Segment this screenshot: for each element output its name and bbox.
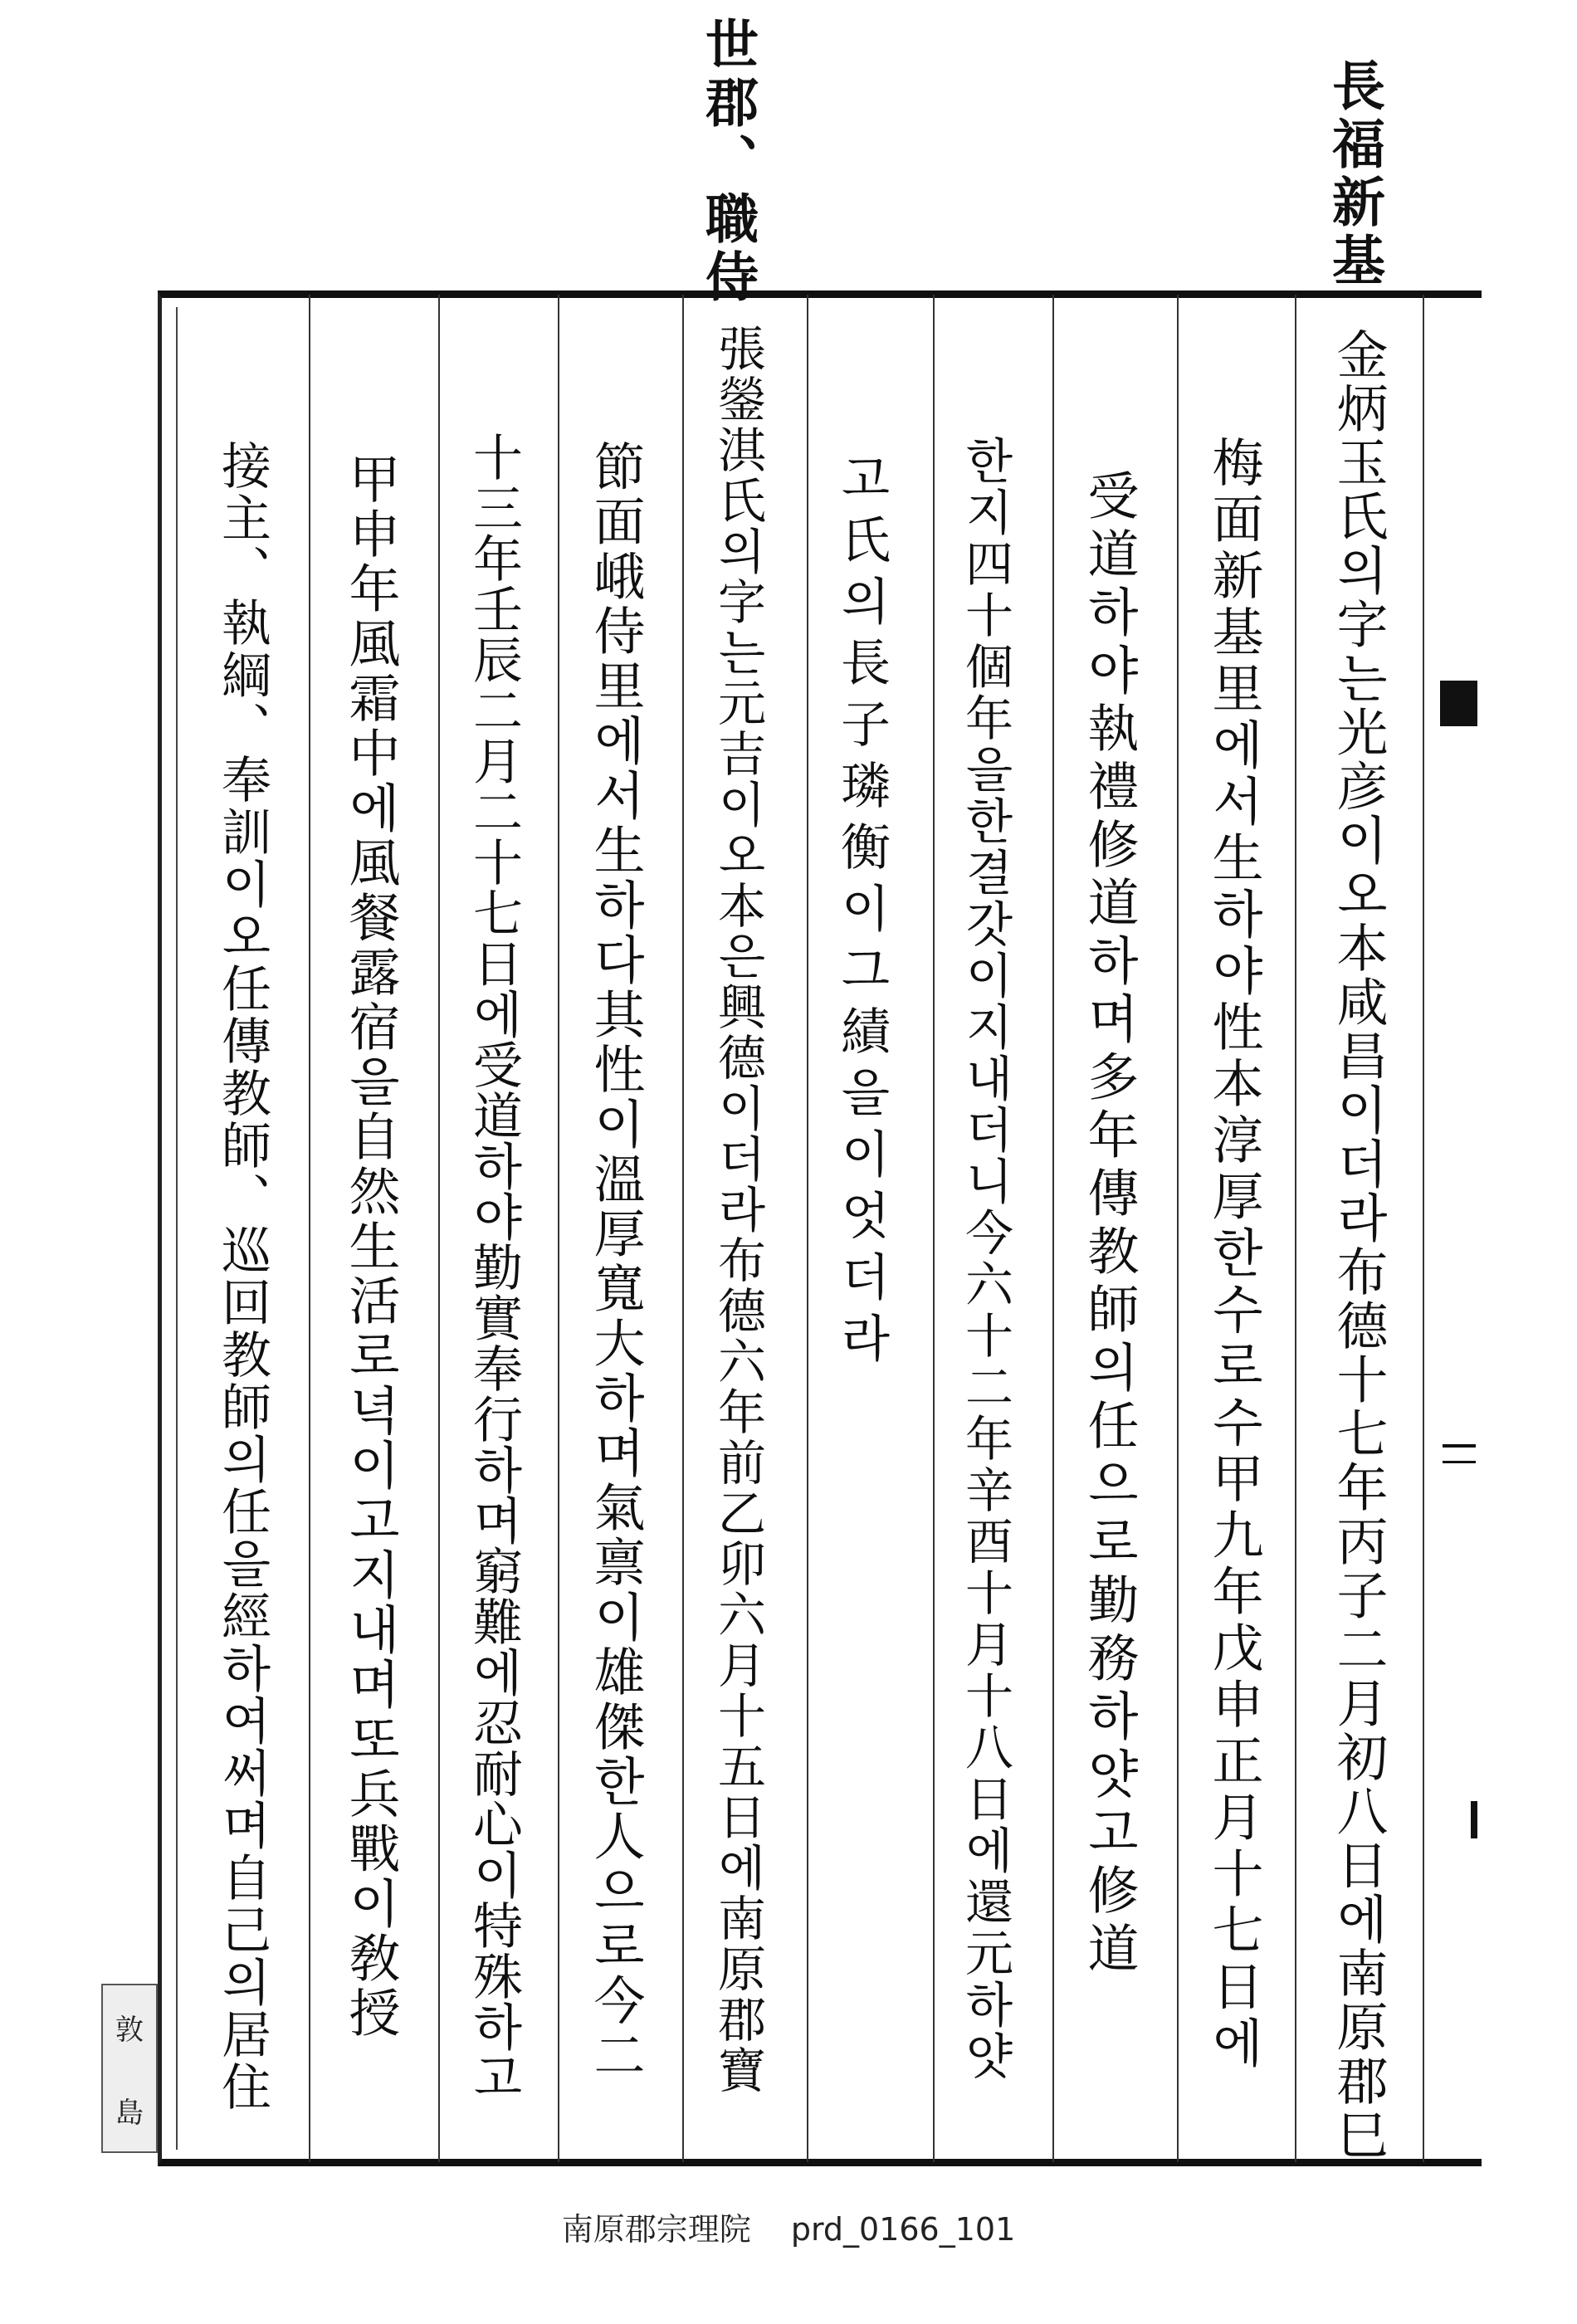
text-column-9: 甲申年風霜中에風餐露宿을自然生活로녁이고지내며또兵戰이敎授 (340, 452, 401, 2041)
text-column-2: 梅面新基里에서生하야性本淳厚한수로수甲九年戊申正月十七日에 (1204, 436, 1264, 2073)
scan-mark (1471, 1801, 1477, 1838)
footer-code: prd_0166_101 (790, 2211, 1016, 2248)
text-column-4: 한지四十個年을한결갓이지내더니今六十二年辛酉十月十八日에還元하얏 (957, 436, 1013, 2082)
column-rule (1177, 295, 1179, 2162)
scan-mark (1443, 1461, 1476, 1463)
column-rule (1052, 295, 1054, 2162)
column-rule (682, 295, 684, 2162)
scan-mark (1443, 1444, 1476, 1448)
stamp-char: 島 (115, 2096, 144, 2130)
text-column-10: 接主、執綱、奉訓이오任傳教師、巡回教師의任을經하여써며自己의居住 (213, 440, 271, 2113)
stamp-char: 敦 (115, 2013, 144, 2047)
footer-caption (0, 2204, 1577, 2249)
column-rule (558, 295, 559, 2162)
column-rule (1295, 295, 1296, 2162)
text-column-3: 受道하야執禮修道하며多年傳教師의任으로勤務하얏고修道 (1079, 469, 1140, 1980)
margin-note-left: 世郡、職侍 (696, 17, 759, 307)
footer-org: 南原郡宗理院 (561, 2211, 751, 2248)
archive-stamp (101, 1984, 158, 2153)
text-column-5: 고氏의長子璘衡이그績을이엇더라 (832, 452, 891, 1374)
column-rule (438, 295, 440, 2162)
margin-note-right: 長福新基 (1323, 58, 1385, 290)
column-rule (933, 295, 935, 2162)
text-column-6: 張鎣淇氏의字는元吉이오本은興德이더라布德六年前乙卯六月十五日에南原郡寶 (710, 324, 766, 2096)
column-rule (807, 295, 808, 2162)
column-rule (309, 295, 310, 2162)
column-rule (1423, 295, 1424, 2162)
text-column-8: 十三年壬辰二月二十七日에受道하야勤實奉行하며窮難에忍耐心이特殊하고 (465, 432, 523, 2102)
text-column-7: 節面峨侍里에서生하다其性이溫厚寬大하며氣禀이雄傑한人으로今二 (585, 440, 646, 2083)
text-column-1: 金炳玉氏의字는光彦이오本咸昌이더라布德十七年丙子二月初八日에南原郡巳 (1328, 328, 1389, 2162)
scan-mark (1440, 681, 1477, 726)
